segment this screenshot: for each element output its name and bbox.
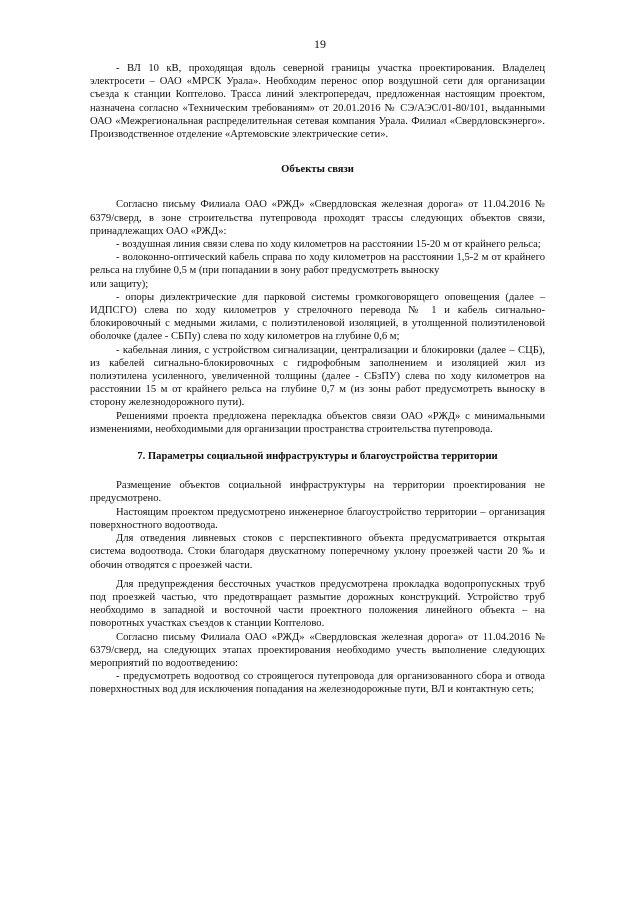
paragraph-social-infra: Размещение объектов социальной инфраструктуры на территории проектирования не предусмотрено. bbox=[90, 480, 545, 505]
paragraph-engineering: Настоящим проектом предусмотрено инженерное благоустройство территории – организация поверхностного водоотвода. bbox=[90, 506, 545, 531]
list-item-scb-cable: - кабельная линия, с устройством сигнализации, централизации и блокировки (далее – СЦБ), из кабелей сигнально-блокировочных с гидрофобным заполнением и изоляцией жил из полиэтилена усиленного, увеличенной толщины (далее - СБзПУ) слева по ходу километров на расстоянии 15 м от крайнего рельса на глубине 0,7 м (из зоны работ предусмотреть выноску в сторону железнодорожного пути). bbox=[90, 344, 545, 409]
list-item-fiber-cable: - волоконно-оптический кабель справа по ходу километров на расстоянии 1,5-2 м от крайнего рельса на глубине 0,5 м (при попадании в зону работ предусмотреть выноску bbox=[90, 252, 545, 277]
heading-communication-objects: Объекты связи bbox=[281, 164, 354, 176]
page-content bbox=[90, 62, 545, 697]
page-number: 19 bbox=[314, 37, 326, 51]
paragraph-culverts: Для предупреждения бессточных участков предусмотрена прокладка водопропускных труб под проезжей частью, что предотвращает размытие дорожных конструкций. Устройство труб необходимо в западной и восточной части проектного положения линейного объекта – на поворотных участках съездов к станции Коптелово. bbox=[90, 578, 545, 630]
list-item-water-drainage: - предусмотреть водоотвод со строящегося путепровода для организованного сбора и отвода поверхностных вод для исключения попадания на железнодорожные пути, ВЛ и контактную сеть; bbox=[90, 671, 545, 696]
heading-section-7: 7. Параметры социальной инфраструктуры и благоустройства территории bbox=[137, 451, 498, 463]
paragraph-drainage: Для отведения ливневых стоков с перспективного объекта предусматривается открытая система водоотвода. Стоки благодаря двускатному поперечному уклону проезжей части 20 ‰ и обочин отводятся с проезжей части. bbox=[90, 533, 545, 571]
paragraph-vl10: - ВЛ 10 кВ, проходящая вдоль северной границы участка проектирования. Владелец электросети – ОАО «МРСК Урала». Необходим перенос опор воздушной сети для организации съезда к станции Коптелово. Трасса линий электропередач, предложенная настоящим проектом, назначена согласно «Техническим требованиям» от 20.01.2016 № СЭ/АЭС/01-80/101, выданными ОАО «Межрегиональная распределительная сетевая компания Урала. Филиал «Свердловскэнерго». Производственное отделение «Артемовские электрические сети». bbox=[90, 63, 545, 141]
list-item-idpsgo: - опоры диэлектрические для парковой системы громкоговорящего оповещения (далее – ИДПСГО) слева по ходу километров у стрелочного перевода № 1 и кабель сигнально-блокировочный с медными жилами, с полиэтиленовой изоляцией, в утолщенной полиэтиленовой оболочке (далее - СБПу) слева по ходу километров на глубине 0,6 м; bbox=[90, 291, 545, 343]
list-item-fiber-cable-cont: или защиту); bbox=[90, 278, 149, 290]
paragraph-rzd-letter-2: Согласно письму Филиала ОАО «РЖД» «Свердловская железная дорога» от 11.04.2016 № 6379/сверд, на следующих этапах проектирования необходимо учесть выполнение следующих мероприятий по водоотведению: bbox=[90, 631, 545, 669]
list-item-overhead-line: - воздушная линия связи слева по ходу километров на расстоянии 15-20 м от крайнего рельса; bbox=[116, 239, 541, 251]
paragraph-relocation: Решениями проекта предложена перекладка объектов связи ОАО «РЖД» с минимальными изменениями, необходимыми для организации пространства строительства путепровода. bbox=[90, 410, 545, 435]
paragraph-rzd-letter: Согласно письму Филиала ОАО «РЖД» «Свердловская железная дорога» от 11.04.2016 № 6379/сверд, в зоне строительства путепровода проходят трассы следующих объектов связи, принадлежащих ОАО «РЖД»: bbox=[90, 199, 545, 237]
